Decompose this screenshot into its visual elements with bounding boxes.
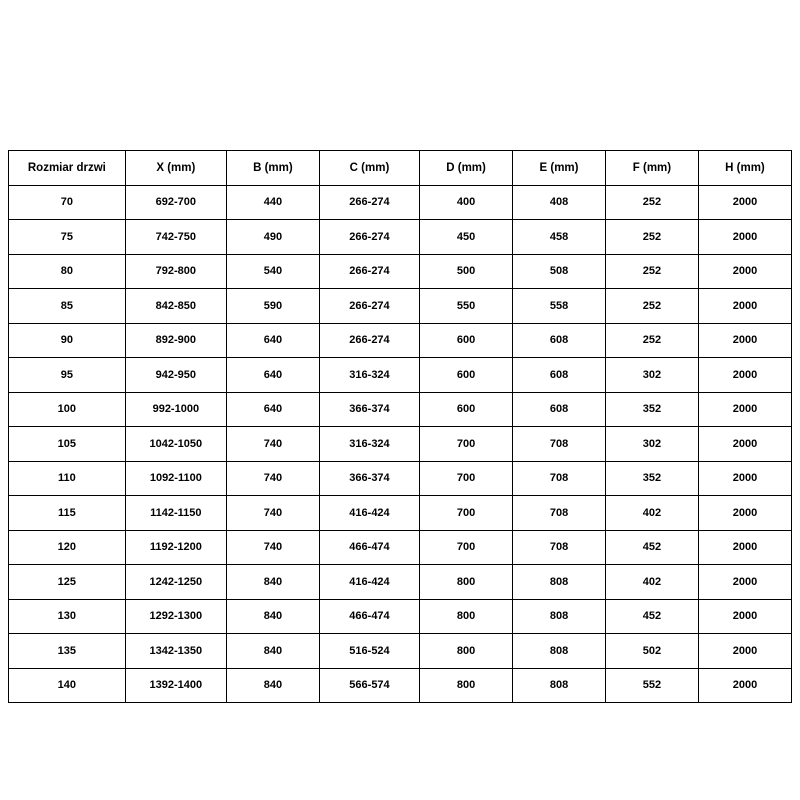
- table-header-row: [9, 151, 792, 186]
- cell-d: 600: [420, 358, 513, 393]
- cell-d: 800: [420, 634, 513, 669]
- cell-c: 466-474: [319, 599, 419, 634]
- cell-e: 808: [513, 565, 606, 600]
- cell-d: 500: [420, 254, 513, 289]
- cell-rozmiar-drzwi: 90: [9, 323, 126, 358]
- cell-f: 252: [605, 220, 698, 255]
- cell-f: 452: [605, 530, 698, 565]
- cell-f: 402: [605, 565, 698, 600]
- cell-b: 840: [226, 668, 319, 703]
- cell-e: 458: [513, 220, 606, 255]
- cell-e: 808: [513, 668, 606, 703]
- cell-x: 942-950: [125, 358, 226, 393]
- cell-h: 2000: [698, 599, 791, 634]
- cell-c: 266-274: [319, 185, 419, 220]
- cell-rozmiar-drzwi: 120: [9, 530, 126, 565]
- cell-h: 2000: [698, 358, 791, 393]
- table-header: [9, 151, 792, 186]
- cell-x: 1292-1300: [125, 599, 226, 634]
- cell-x: 1392-1400: [125, 668, 226, 703]
- cell-rozmiar-drzwi: 85: [9, 289, 126, 324]
- cell-d: 700: [420, 461, 513, 496]
- table-row: [9, 496, 792, 531]
- cell-rozmiar-drzwi: 125: [9, 565, 126, 600]
- specification-table-wrapper: [8, 150, 792, 703]
- cell-b: 640: [226, 392, 319, 427]
- cell-f: 252: [605, 185, 698, 220]
- cell-e: 808: [513, 599, 606, 634]
- cell-f: 502: [605, 634, 698, 669]
- cell-rozmiar-drzwi: 110: [9, 461, 126, 496]
- cell-rozmiar-drzwi: 115: [9, 496, 126, 531]
- table-row: [9, 461, 792, 496]
- table-row: [9, 427, 792, 462]
- cell-c: 266-274: [319, 323, 419, 358]
- cell-x: 842-850: [125, 289, 226, 324]
- cell-e: 408: [513, 185, 606, 220]
- table-row: [9, 185, 792, 220]
- cell-h: 2000: [698, 668, 791, 703]
- cell-f: 252: [605, 323, 698, 358]
- column-header-d: D (mm): [420, 151, 513, 186]
- cell-x: 792-800: [125, 254, 226, 289]
- cell-e: 508: [513, 254, 606, 289]
- table-row: [9, 392, 792, 427]
- cell-h: 2000: [698, 427, 791, 462]
- column-header-h: H (mm): [698, 151, 791, 186]
- cell-rozmiar-drzwi: 70: [9, 185, 126, 220]
- cell-c: 566-574: [319, 668, 419, 703]
- table-row: [9, 254, 792, 289]
- cell-f: 552: [605, 668, 698, 703]
- table-row: [9, 599, 792, 634]
- cell-c: 516-524: [319, 634, 419, 669]
- table-row: [9, 634, 792, 669]
- cell-d: 400: [420, 185, 513, 220]
- cell-c: 266-274: [319, 254, 419, 289]
- cell-c: 366-374: [319, 461, 419, 496]
- cell-b: 740: [226, 496, 319, 531]
- table-row: [9, 668, 792, 703]
- cell-b: 840: [226, 599, 319, 634]
- cell-e: 608: [513, 323, 606, 358]
- cell-h: 2000: [698, 289, 791, 324]
- cell-e: 708: [513, 496, 606, 531]
- cell-d: 600: [420, 323, 513, 358]
- cell-b: 640: [226, 323, 319, 358]
- column-header-b: B (mm): [226, 151, 319, 186]
- cell-h: 2000: [698, 185, 791, 220]
- cell-x: 692-700: [125, 185, 226, 220]
- cell-h: 2000: [698, 254, 791, 289]
- cell-b: 540: [226, 254, 319, 289]
- cell-b: 490: [226, 220, 319, 255]
- cell-c: 316-324: [319, 427, 419, 462]
- cell-d: 800: [420, 599, 513, 634]
- cell-d: 800: [420, 668, 513, 703]
- cell-b: 840: [226, 634, 319, 669]
- cell-x: 992-1000: [125, 392, 226, 427]
- cell-f: 302: [605, 358, 698, 393]
- cell-rozmiar-drzwi: 105: [9, 427, 126, 462]
- cell-c: 416-424: [319, 496, 419, 531]
- cell-d: 600: [420, 392, 513, 427]
- cell-c: 266-274: [319, 220, 419, 255]
- cell-rozmiar-drzwi: 140: [9, 668, 126, 703]
- cell-x: 1192-1200: [125, 530, 226, 565]
- cell-f: 352: [605, 461, 698, 496]
- cell-b: 440: [226, 185, 319, 220]
- cell-x: 892-900: [125, 323, 226, 358]
- cell-f: 352: [605, 392, 698, 427]
- cell-b: 740: [226, 530, 319, 565]
- cell-c: 366-374: [319, 392, 419, 427]
- cell-h: 2000: [698, 392, 791, 427]
- cell-d: 800: [420, 565, 513, 600]
- cell-d: 700: [420, 496, 513, 531]
- cell-b: 840: [226, 565, 319, 600]
- cell-rozmiar-drzwi: 75: [9, 220, 126, 255]
- cell-h: 2000: [698, 220, 791, 255]
- table-row: [9, 289, 792, 324]
- cell-f: 302: [605, 427, 698, 462]
- column-header-e: E (mm): [513, 151, 606, 186]
- cell-rozmiar-drzwi: 130: [9, 599, 126, 634]
- cell-b: 590: [226, 289, 319, 324]
- cell-h: 2000: [698, 565, 791, 600]
- cell-rozmiar-drzwi: 95: [9, 358, 126, 393]
- cell-h: 2000: [698, 634, 791, 669]
- table-row: [9, 220, 792, 255]
- cell-b: 640: [226, 358, 319, 393]
- cell-x: 1342-1350: [125, 634, 226, 669]
- cell-rozmiar-drzwi: 135: [9, 634, 126, 669]
- cell-e: 558: [513, 289, 606, 324]
- column-header-rozmiar-drzwi: Rozmiar drzwi: [9, 151, 126, 186]
- table-row: [9, 358, 792, 393]
- cell-rozmiar-drzwi: 80: [9, 254, 126, 289]
- cell-d: 700: [420, 530, 513, 565]
- specification-table: [8, 150, 792, 703]
- cell-d: 700: [420, 427, 513, 462]
- cell-x: 1242-1250: [125, 565, 226, 600]
- cell-d: 550: [420, 289, 513, 324]
- cell-e: 808: [513, 634, 606, 669]
- table-row: [9, 530, 792, 565]
- cell-x: 1042-1050: [125, 427, 226, 462]
- cell-h: 2000: [698, 530, 791, 565]
- cell-x: 1142-1150: [125, 496, 226, 531]
- cell-e: 708: [513, 530, 606, 565]
- column-header-x: X (mm): [125, 151, 226, 186]
- cell-c: 466-474: [319, 530, 419, 565]
- cell-h: 2000: [698, 496, 791, 531]
- cell-f: 402: [605, 496, 698, 531]
- cell-h: 2000: [698, 323, 791, 358]
- cell-f: 452: [605, 599, 698, 634]
- column-header-f: F (mm): [605, 151, 698, 186]
- cell-h: 2000: [698, 461, 791, 496]
- table-row: [9, 323, 792, 358]
- table-row: [9, 565, 792, 600]
- cell-x: 742-750: [125, 220, 226, 255]
- cell-e: 608: [513, 392, 606, 427]
- table-body: [9, 185, 792, 703]
- cell-d: 450: [420, 220, 513, 255]
- cell-c: 266-274: [319, 289, 419, 324]
- cell-f: 252: [605, 289, 698, 324]
- cell-e: 608: [513, 358, 606, 393]
- cell-e: 708: [513, 461, 606, 496]
- cell-c: 316-324: [319, 358, 419, 393]
- cell-c: 416-424: [319, 565, 419, 600]
- cell-rozmiar-drzwi: 100: [9, 392, 126, 427]
- cell-e: 708: [513, 427, 606, 462]
- cell-x: 1092-1100: [125, 461, 226, 496]
- cell-b: 740: [226, 427, 319, 462]
- column-header-c: C (mm): [319, 151, 419, 186]
- cell-b: 740: [226, 461, 319, 496]
- cell-f: 252: [605, 254, 698, 289]
